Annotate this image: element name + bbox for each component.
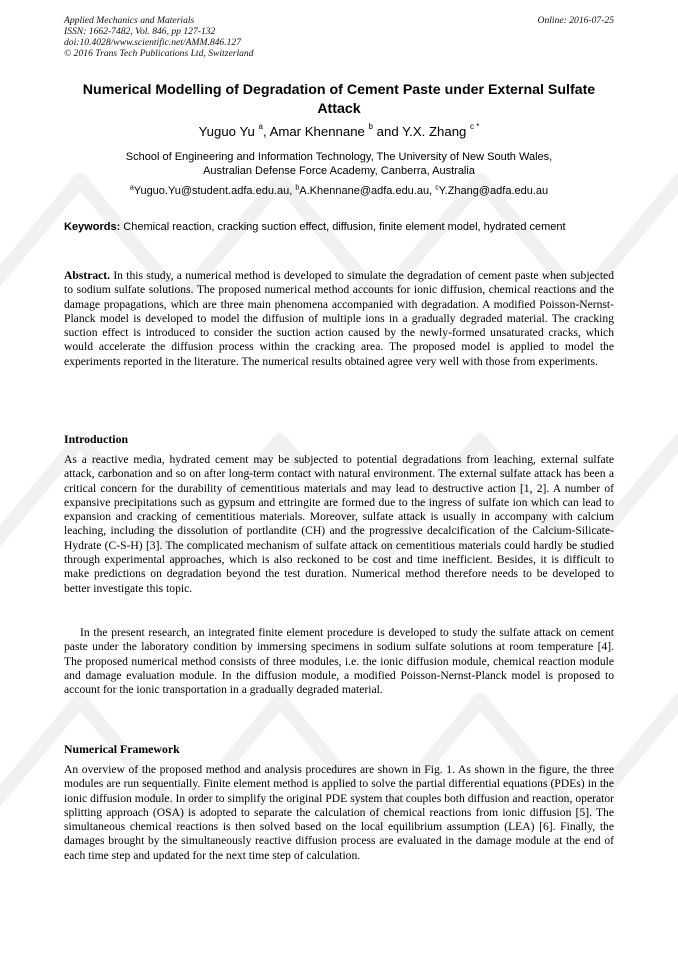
- affiliation-line-1: School of Engineering and Information Technology, The University of New South Wales,: [125, 151, 553, 163]
- abstract-label: Abstract.: [64, 269, 111, 282]
- journal-name: Applied Mechanics and Materials: [64, 15, 195, 26]
- email-c-mark: c: [435, 184, 439, 192]
- keywords-text: Chemical reaction, cracking suction effect, diffusion, finite element model, hydrated cement: [120, 221, 566, 233]
- framework-paragraph-1: An overview of the proposed method and analysis procedures are shown in Fig. 1. As shown in the figure, the three modules are run sequentially. Finite element method is applied to solve the partial differential equations (PDEs) in the ionic diffusion module. In order to simplify the original PDE system that couples both diffusion and reaction, operator splitting approach (OSA) is adopted to separate the calculation of chemical reactions from ionic diffusion [5]. The simultaneous chemical reactions is then solved based on the local equilibrium assumption (LEA) [6]. Finally, the damages brought by the simultaneously reactive diffusion process are evaluated in the damage module at the end of each time step and updated for the next time step of calculation.: [64, 763, 614, 862]
- affiliation: [64, 150, 614, 178]
- keywords: [64, 220, 614, 234]
- journal-header: [64, 15, 614, 59]
- author-1: Yuguo Yu: [198, 124, 259, 139]
- paper-title: Numerical Modelling of Degradation of Cement Paste under External Sulfate Attack: [82, 82, 596, 117]
- author-emails: [64, 184, 614, 198]
- author-2: , Amar Khennane: [262, 124, 369, 139]
- introduction-paragraph-1: As a reactive media, hydrated cement may be subjected to potential degradations from leaching, external sulfate attack, carbonation and so on after long-term contact with natural environment. The external sulfate attack has been a critical concern for the durability of cementitious materials and may lead to destructive action [1, 2]. A number of expansive precipitations such as gypsum and ettringite are formed due to the ingress of sulfate ion which can lead to expansion and cracking of cementitious materials. Moreover, sulfate attack is usually in accompany with calcium leaching, including the dissolution of portlandite (CH) and the progressive decalcification of the Calcium-Silicate-Hydrate (C-S-H) [3]. The complicated mechanism of sulfate attack on cementitious materials could hardly be studied through experimental approaches, which is also reckoned to be cost and time inefficient. Besides, it is difficult to make predictions on degradation beyond the test duration. Numerical method therefore needs to be developed to better investigate this topic.: [64, 453, 614, 595]
- keywords-label: Keywords:: [64, 221, 121, 233]
- affiliation-line-2: Australian Defense Force Academy, Canberra, Australia: [203, 165, 475, 177]
- issn-line: ISSN: 1662-7482, Vol. 846, pp 127-132: [64, 26, 216, 37]
- abstract-text: In this study, a numerical method is developed to simulate the degradation of cement paste when subjected to sodium sulfate solutions. The proposed numerical method accounts for ionic diffusion, chemical reactions and the damage propagations, which are three main phenomena accompanied with degradation. A modified Poisson-Nernst-Planck model is developed to model the diffusion of multiple ions in a gradually degraded material. The cracking suction effect is introduced to consider the suction action caused by the newly-formed unsaturated cracks, which would accelerate the diffusion process within the cracking area. The proposed model is applied to model the experiments reported in the literature. The numerical results obtained agree very well with those from experiments.: [64, 269, 614, 368]
- author-1-mark: a: [258, 121, 263, 131]
- email-b: A.Khennane@adfa.edu.au,: [299, 185, 436, 197]
- abstract: [64, 269, 614, 369]
- copyright-line: © 2016 Trans Tech Publications Ltd, Switzerland: [64, 48, 254, 59]
- author-3-mark: c *: [470, 121, 480, 131]
- email-c: Y.Zhang@adfa.edu.au: [438, 185, 549, 197]
- section-heading-framework: Numerical Framework: [64, 742, 180, 756]
- author-3: and Y.X. Zhang: [373, 124, 471, 139]
- email-b-mark: b: [295, 184, 300, 192]
- email-a: Yuguo.Yu@student.adfa.edu.au,: [133, 185, 296, 197]
- email-a-mark: a: [129, 184, 134, 192]
- introduction-paragraph-2: In the present research, an integrated finite element procedure is developed to study the sulfate attack on cement paste under the laboratory condition by immersing specimens in sodium sulfate solutions at room temperature [4]. The proposed numerical method consists of three modules, i.e. the ionic diffusion module, chemical reaction module and damage evaluation module. In the diffusion module, a modified Poisson-Nernst-Planck model is proposed to account for the ionic transportation in a gradually degraded material.: [64, 626, 614, 697]
- online-date: Online: 2016-07-25: [537, 15, 614, 26]
- author-2-mark: b: [368, 121, 373, 131]
- doi-line: doi:10.4028/www.scientific.net/AMM.846.127: [64, 37, 242, 48]
- section-heading-introduction: Introduction: [64, 432, 129, 446]
- author-list: [64, 123, 614, 141]
